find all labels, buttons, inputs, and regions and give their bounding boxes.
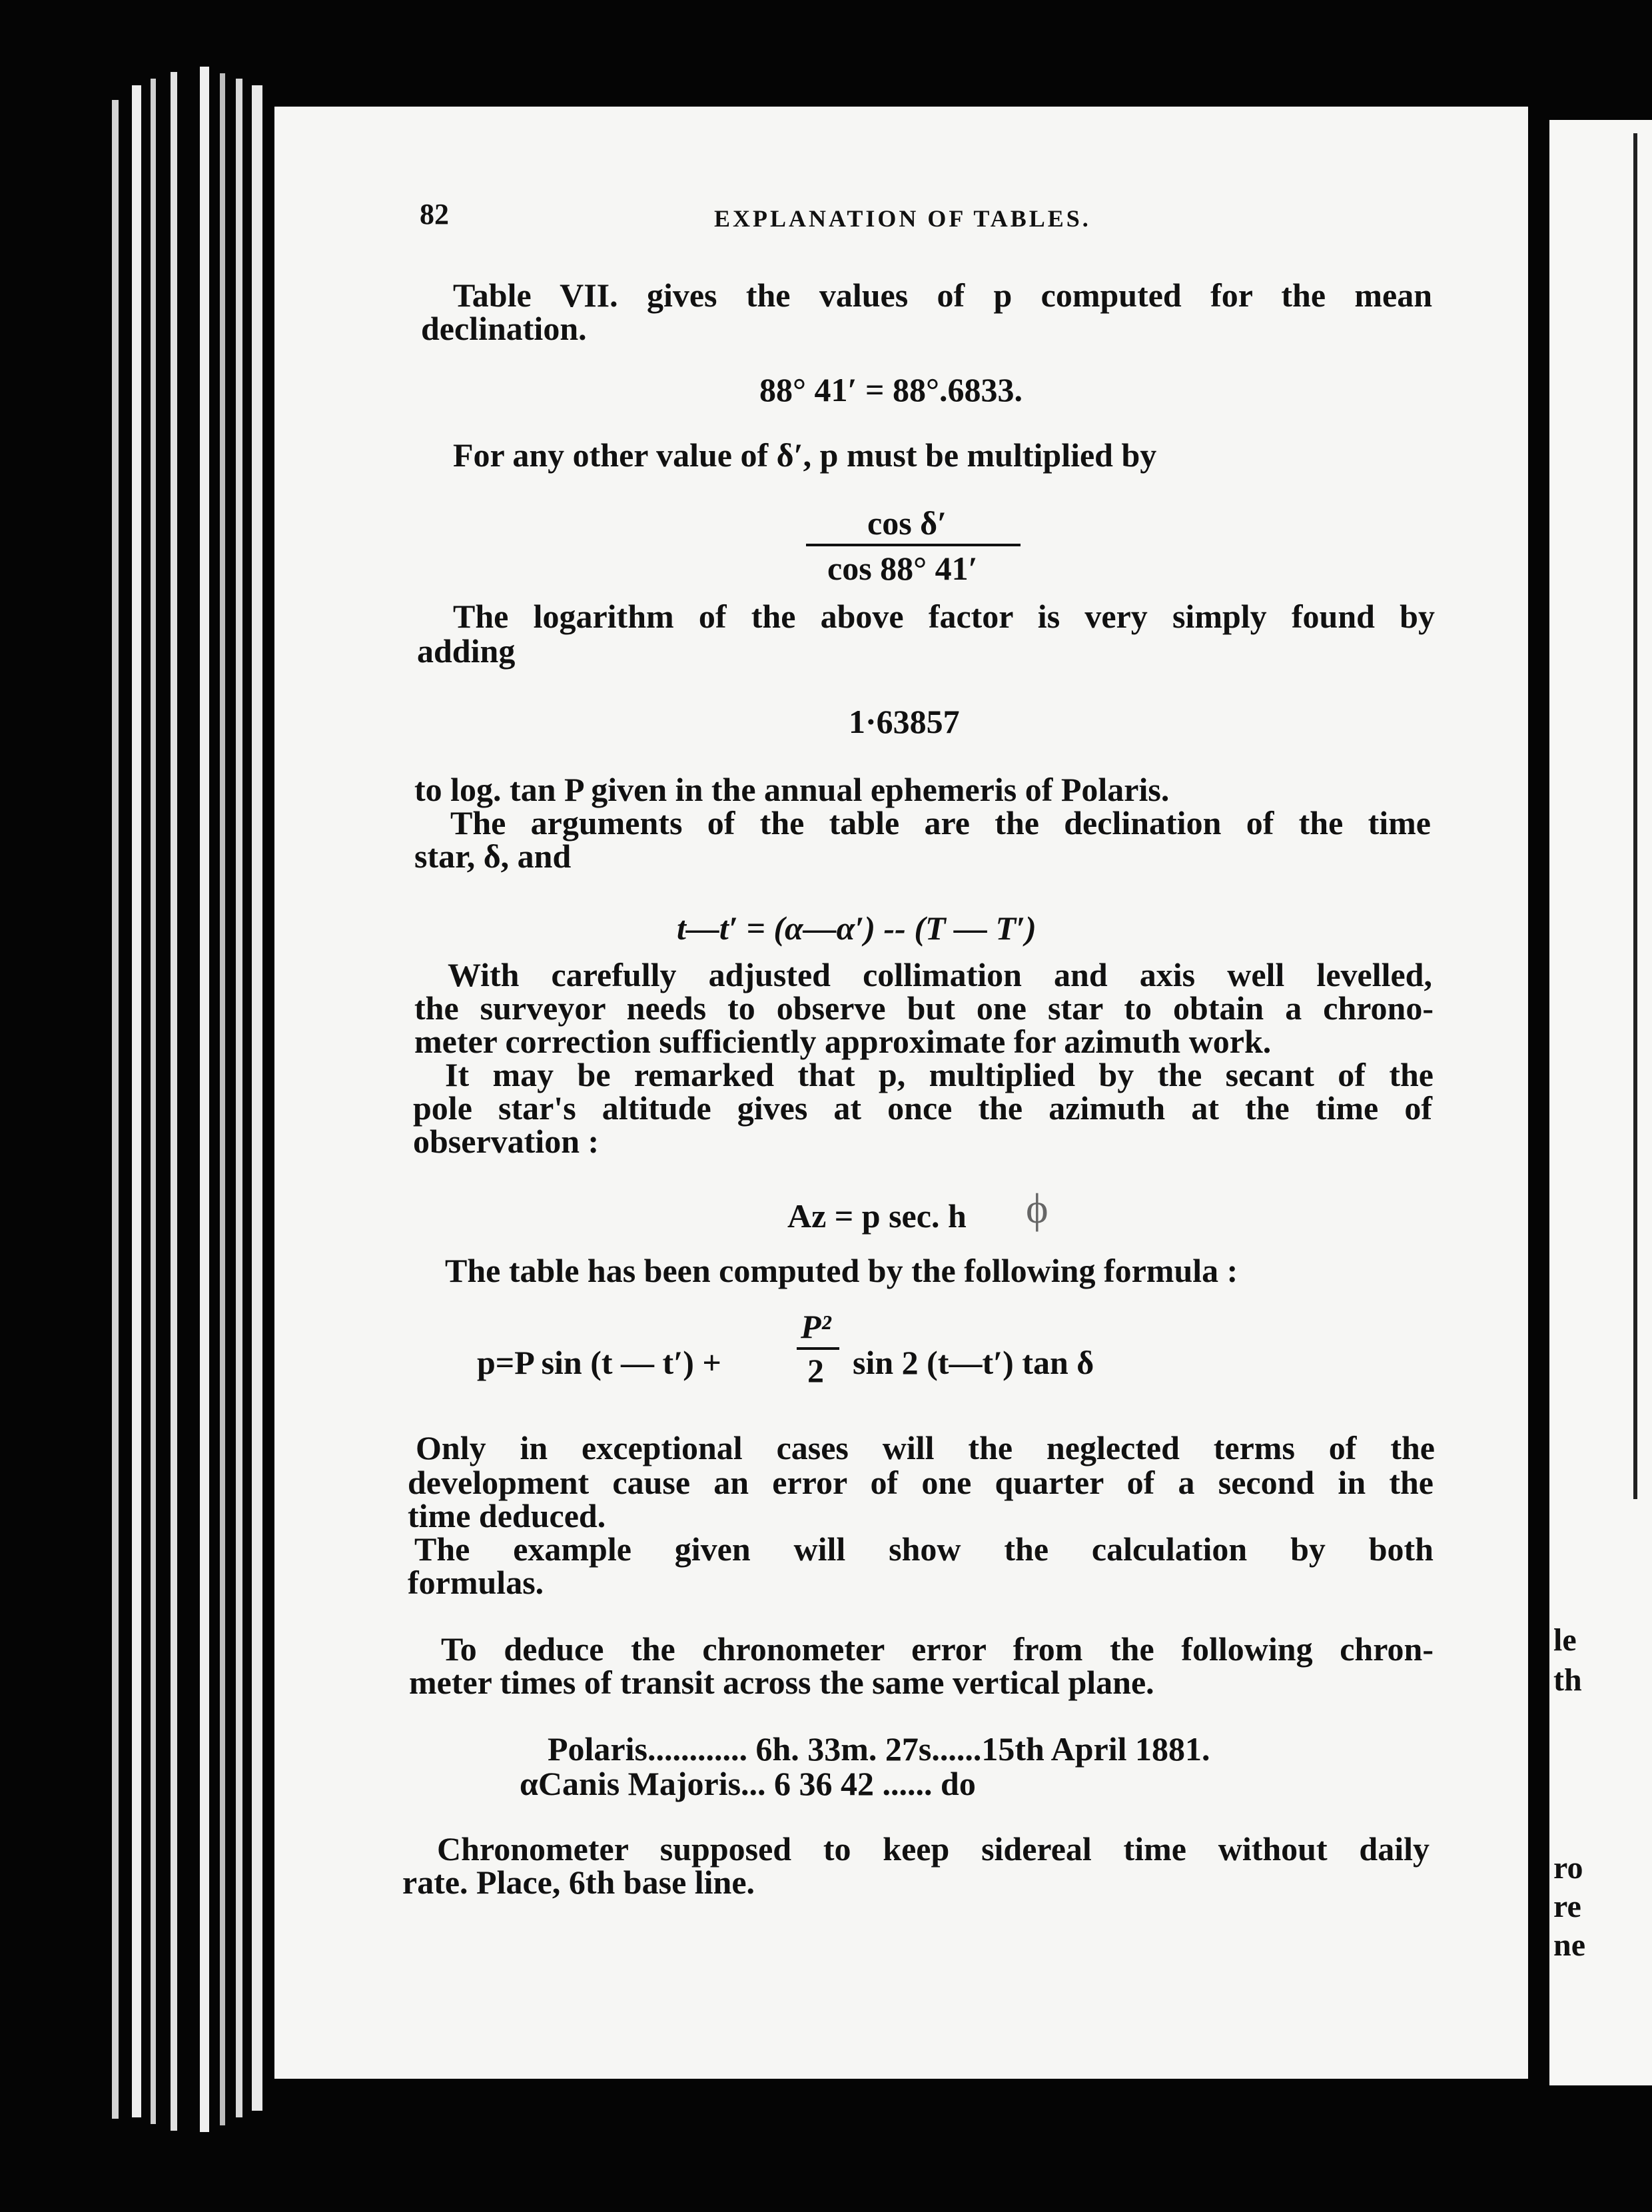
text-line: With carefully adjusted collimation and axis well levelled, (448, 956, 1432, 993)
fraction-numerator: cos δ′ (867, 504, 947, 542)
text-line: pole star's altitude gives at once the azimuth at the time of (413, 1089, 1432, 1127)
text-line: The arguments of the table are the declination of the time (450, 804, 1431, 841)
equation: t—t′ = (α—α′) -- (T — T′) (677, 909, 1036, 947)
book-edge (151, 79, 156, 2124)
text-line: development cause an error of one quarter of a second in the (408, 1464, 1434, 1501)
book-page (274, 107, 1528, 2079)
text-line: observation : (413, 1123, 600, 1160)
adjacent-page-fragment: ne (1553, 1928, 1585, 1963)
running-header: EXPLANATION OF TABLES. (714, 205, 1091, 232)
book-edge (236, 79, 242, 2117)
text-line: time deduced. (408, 1497, 606, 1534)
book-edge (132, 85, 141, 2117)
text-line: The logarithm of the above factor is very simply found by (453, 598, 1435, 635)
adjacent-page-fragment: ro (1553, 1850, 1583, 1886)
fraction-denominator: 2 (807, 1352, 824, 1389)
text-line: Chronometer supposed to keep sidereal time without daily (437, 1830, 1430, 1868)
adjacent-page (1549, 120, 1652, 2085)
text-line: star, δ, and (414, 837, 572, 875)
adjacent-page-fragment: le (1553, 1622, 1577, 1658)
fraction-denominator: cos 88° 41′ (827, 550, 978, 587)
text-line: To deduce the chronometer error from the following chron- (441, 1630, 1434, 1668)
table-row: Polaris............ 6h. 33m. 27s......15th April 1881. (548, 1730, 1210, 1768)
equation: Az = p sec. h (787, 1197, 967, 1235)
text-line: For any other value of δ′, p must be multiplied by (453, 436, 1157, 474)
equation-part: p=P sin (t — t′) + (477, 1344, 721, 1381)
text-line: meter correction sufficiently approximate for azimuth work. (414, 1023, 1272, 1060)
book-edge (220, 73, 225, 2125)
text-line: rate. Place, 6th base line. (402, 1864, 755, 1901)
text-line: Only in exceptional cases will the neglected terms of the (416, 1429, 1435, 1466)
book-edge (171, 72, 177, 2131)
equation: 88° 41′ = 88°.6833. (759, 371, 1023, 408)
text-line: declination. (421, 310, 587, 347)
text-line: It may be remarked that p, multiplied by the secant of the (445, 1056, 1434, 1093)
fraction-numerator: P² (801, 1308, 831, 1345)
text-line: meter times of transit across the same vertical plane. (409, 1664, 1154, 1701)
handwritten-note: ϕ (1026, 1185, 1048, 1232)
page-number: 82 (420, 198, 449, 231)
text-line: Table VII. gives the values of p computed for the mean (453, 276, 1432, 314)
book-edge (252, 85, 262, 2111)
text-line: The table has been computed by the following formula : (445, 1252, 1238, 1289)
text-line: to log. tan P given in the annual ephemeris of Polaris. (414, 771, 1170, 808)
fraction-bar (806, 544, 1021, 546)
text-line: The example given will show the calculation by both (414, 1530, 1434, 1568)
table-row: αCanis Majoris... 6 36 42 ...... do (520, 1765, 976, 1802)
text-line: adding (417, 632, 516, 670)
page-gutter-line (1633, 133, 1637, 1499)
equation-part: sin 2 (t—t′) tan δ (853, 1344, 1094, 1381)
adjacent-page-fragment: re (1553, 1889, 1581, 1924)
text-line: the surveyor needs to observe but one star to obtain a chrono- (414, 989, 1434, 1027)
fraction-bar (797, 1347, 839, 1350)
equation: 1·63857 (849, 703, 960, 740)
text-line: formulas. (408, 1564, 544, 1601)
book-edge (112, 100, 119, 2119)
book-edge (200, 67, 209, 2132)
adjacent-page-fragment: th (1553, 1662, 1582, 1698)
